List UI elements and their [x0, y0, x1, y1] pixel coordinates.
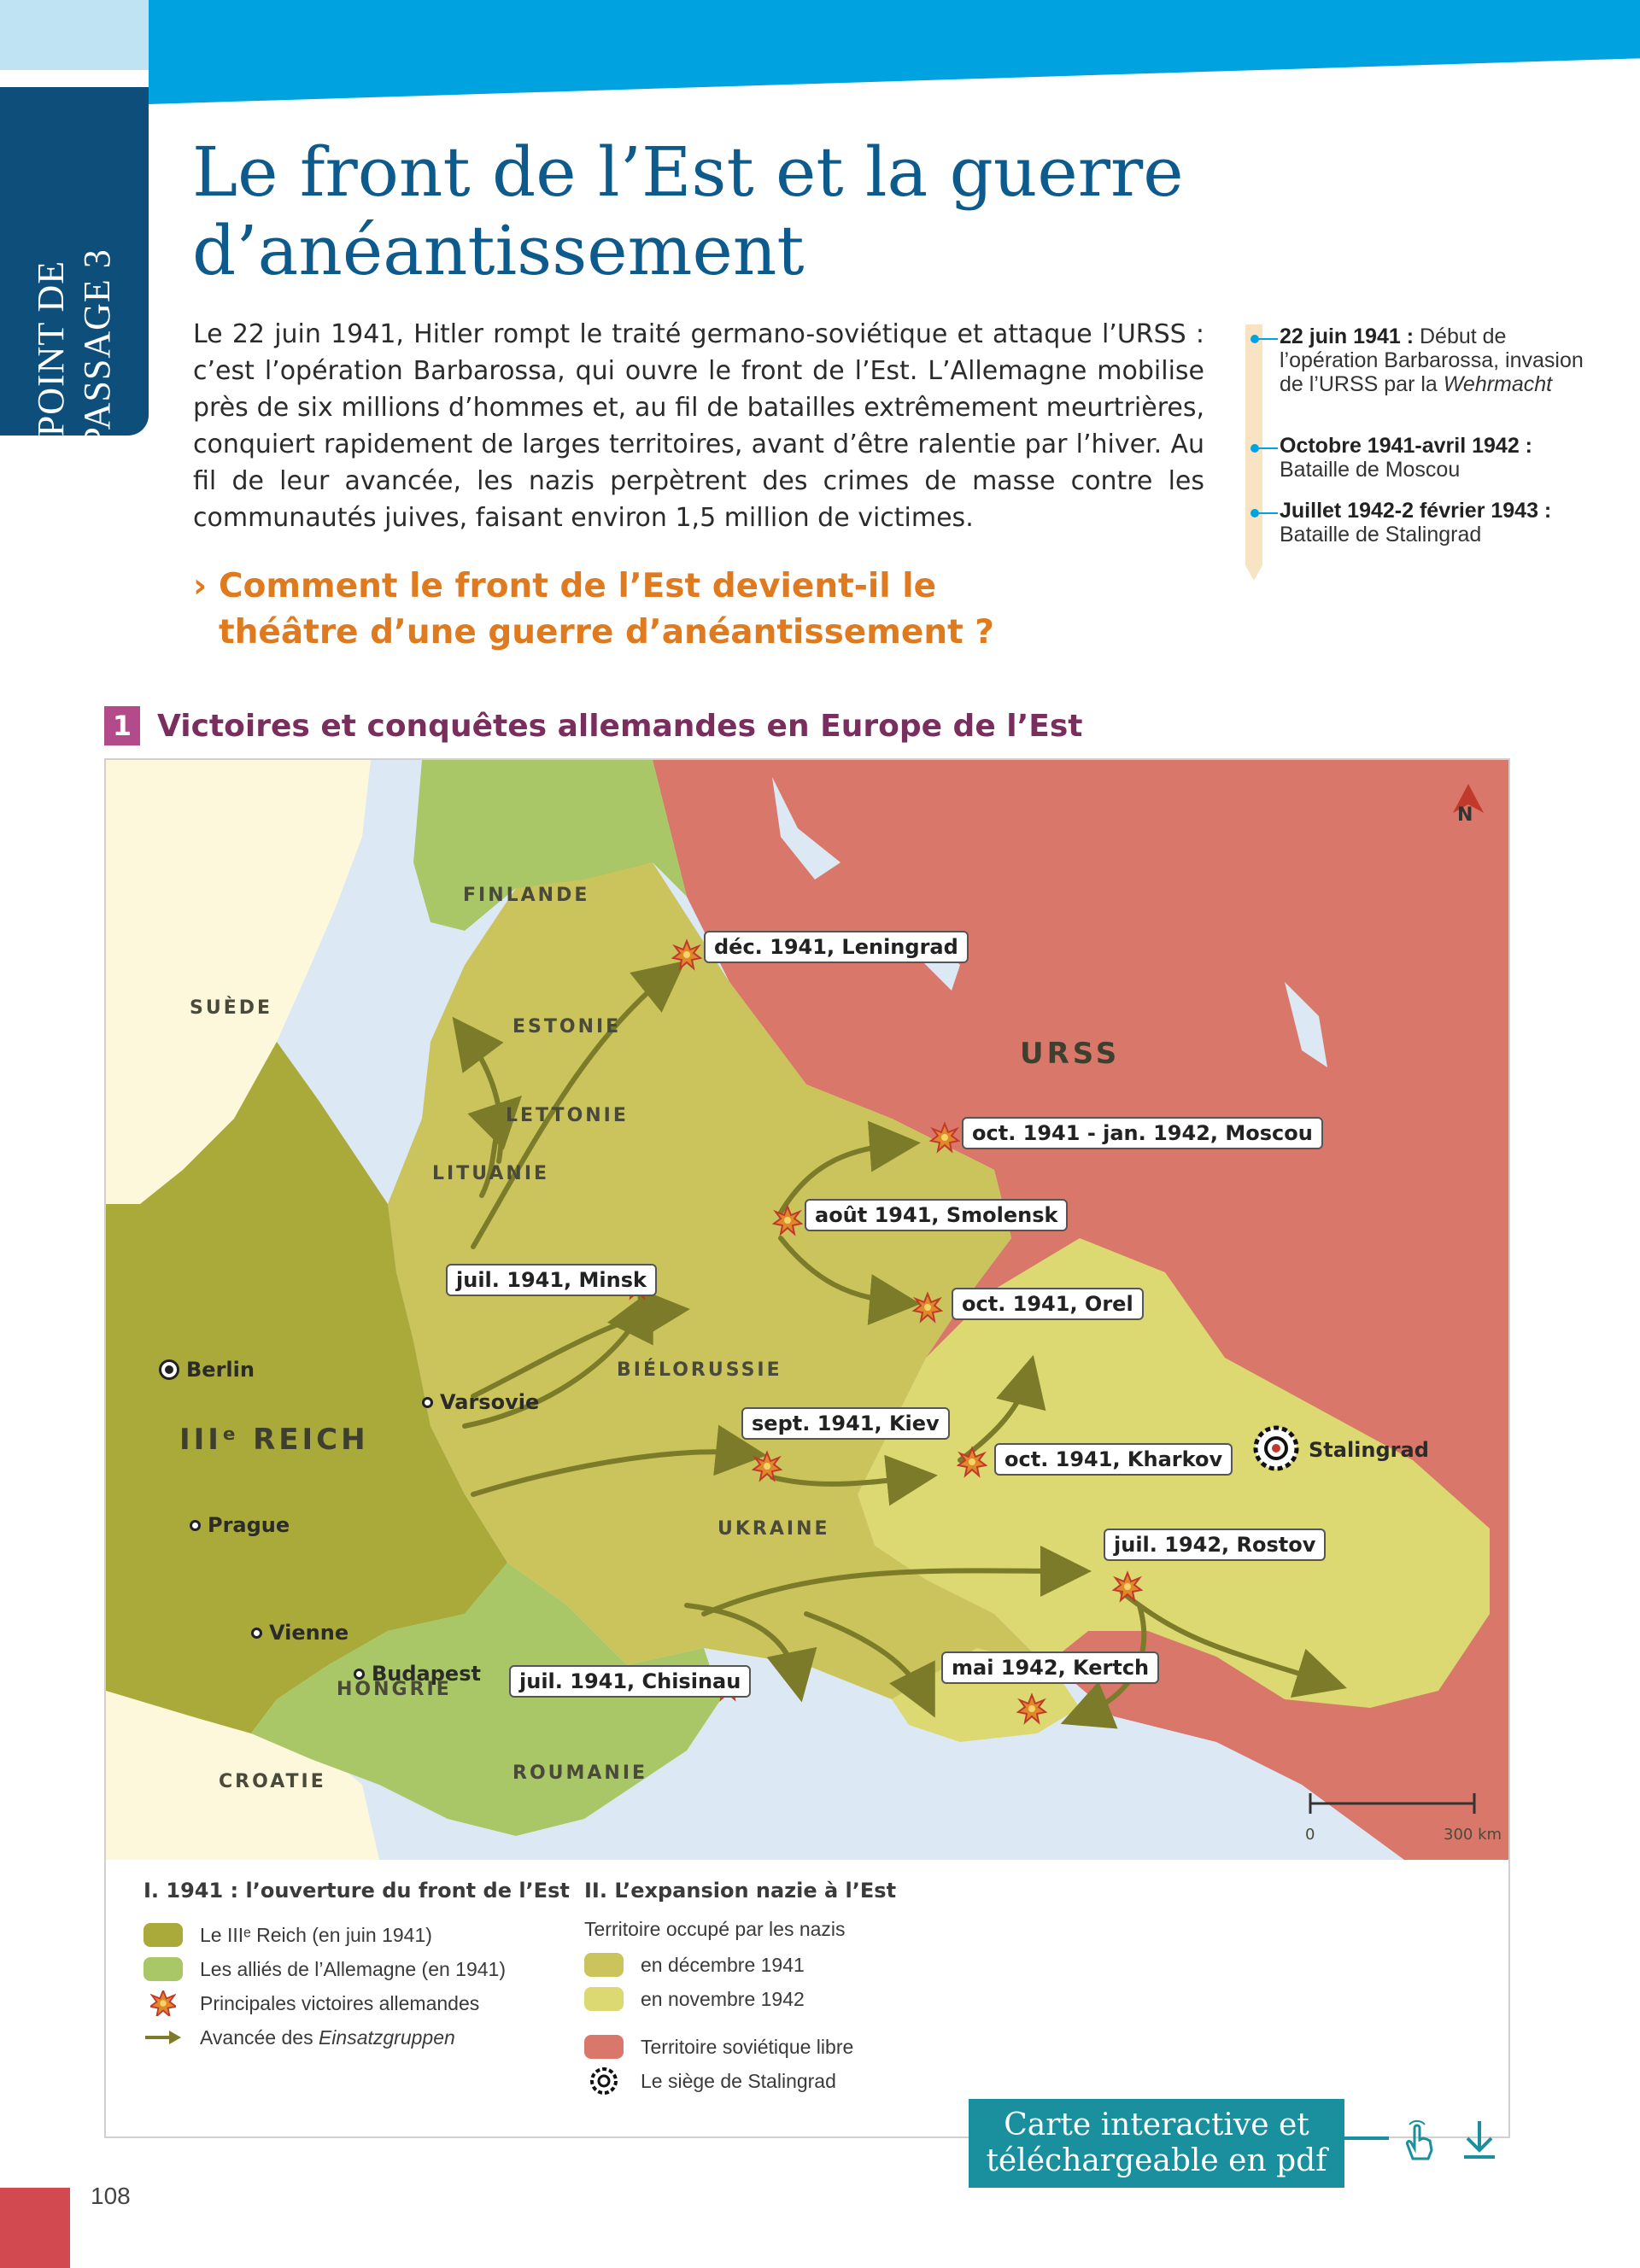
city-berlin: Berlin	[159, 1358, 255, 1382]
header-band-light	[0, 0, 149, 70]
victory-label-kiev: sept. 1941, Kiev	[741, 1407, 950, 1440]
city-dot-icon	[422, 1397, 433, 1408]
stalingrad-siege-icon	[1256, 1428, 1297, 1469]
victory-label-leningrad: déc. 1941, Leningrad	[704, 931, 969, 963]
city-dot-icon	[354, 1669, 365, 1680]
page-number: 108	[91, 2183, 131, 2209]
timeline-item: 22 juin 1941 : Début de l’opération Barbarossa, invasion de l’URSS par la Wehrmacht	[1280, 324, 1604, 396]
city-dot-icon	[251, 1628, 262, 1639]
victory-label-smolensk: août 1941, Smolensk	[805, 1199, 1068, 1231]
document-heading	[104, 705, 1083, 746]
label-lituanie: LITUANIE	[432, 1163, 550, 1184]
point-de-passage-label: POINT DE PASSAGE 3	[30, 248, 118, 448]
siege-icon	[584, 2068, 624, 2094]
victory-label-minsk: juil. 1941, Minsk	[446, 1264, 657, 1296]
swatch-allies	[144, 1957, 183, 1981]
swatch-soviet	[584, 2035, 624, 2059]
document-number: 1	[104, 706, 140, 745]
label-hongrie: HONGRIE	[337, 1679, 452, 1700]
label-reich: IIIᵉ REICH	[179, 1423, 369, 1457]
legend-row: Territoire soviétique libre	[584, 2030, 896, 2064]
header-band	[149, 0, 1640, 104]
victory-label-rostov: juil. 1942, Rostov	[1104, 1529, 1326, 1561]
advance-arrow-icon	[144, 2025, 183, 2050]
victory-label-chisinau: juil. 1941, Chisinau	[509, 1665, 751, 1698]
legend-row: Le IIIᵉ Reich (en juin 1941)	[144, 1918, 570, 1952]
label-suede: SUÈDE	[190, 997, 273, 1019]
legend-row: Principales victoires allemandes	[144, 1986, 570, 2020]
problem-question	[193, 564, 1047, 656]
victory-label-moscou: oct. 1941 - jan. 1942, Moscou	[962, 1117, 1323, 1149]
interactive-map-button[interactable]: Carte interactive et téléchargeable en pdf	[969, 2099, 1344, 2188]
intro-paragraph: Le 22 juin 1941, Hitler rompt le traité germano-soviétique et attaque l’URSS : c’est l’opération Barbarossa, qui ouvre le front de l’Est. L’Allemagne mobilise près de six millions d’hommes et, au fil de batailles extrêmement meurtrières, conquiert rapidement de larges territoires, avant d’être ralentie par l’hiver. Au fil de leur avancée, les nazis perpètrent des crimes de masse contre les communautés juives, faisant environ 1,5 million de victimes.	[193, 319, 1204, 533]
label-urss: URSS	[1020, 1037, 1121, 1071]
question-text: Comment le front de l’Est devient-il le théâtre d’une guerre d’anéantissement ?	[219, 567, 994, 652]
label-roumanie: ROUMANIE	[512, 1762, 648, 1784]
label-lettonie: LETTONIE	[506, 1105, 629, 1126]
timeline-item: Octobre 1941-avril 1942 : Bataille de Moscou	[1280, 434, 1604, 482]
city-budapest: Budapest	[354, 1662, 481, 1686]
legend-section-1: I. 1941 : l’ouverture du front de l’Est Le IIIᵉ Reich (en juin 1941) Les alliés de l’Allemagne (en 1941) Principales victoires allemandes Avancée des Einsatzgruppen	[144, 1879, 570, 2055]
victory-label-orel: oct. 1941, Orel	[952, 1288, 1144, 1320]
touch-hand-icon[interactable]	[1394, 2116, 1442, 2164]
legend-row: Avancée des Einsatzgruppen	[144, 2020, 570, 2055]
legend-row: en décembre 1941	[584, 1948, 896, 1982]
chevron-right-icon: ›	[193, 567, 208, 605]
compass-letter: N	[1457, 804, 1476, 826]
legend-row: Les alliés de l’Allemagne (en 1941)	[144, 1952, 570, 1986]
page-corner-tab	[0, 2188, 70, 2268]
city-vienne: Vienne	[251, 1621, 348, 1645]
label-estonie: ESTONIE	[512, 1016, 622, 1038]
label-bielorussie: BIÉLORUSSIE	[617, 1359, 782, 1381]
city-dot-icon	[190, 1520, 201, 1531]
download-icon[interactable]	[1456, 2116, 1503, 2164]
map-figure	[104, 758, 1510, 2138]
timeline-bar	[1245, 324, 1262, 581]
map-legend	[106, 1860, 1508, 2136]
document-title: Victoires et conquêtes allemandes en Europe de l’Est	[157, 708, 1083, 744]
label-finlande: FINLANDE	[463, 885, 590, 906]
map	[106, 760, 1508, 1860]
scale-end: 300 km	[1444, 1826, 1502, 1844]
point-de-passage-tab	[0, 87, 149, 448]
page-title: Le front de l’Est et la guerre d’anéantissement	[192, 132, 1184, 290]
capital-icon	[159, 1359, 179, 1380]
swatch-occupied-1941	[584, 1953, 624, 1977]
legend-row: Le siège de Stalingrad	[584, 2064, 896, 2098]
legend-row: en novembre 1942	[584, 1982, 896, 2016]
scale-zero: 0	[1305, 1826, 1315, 1844]
label-croatie: CROATIE	[219, 1771, 326, 1792]
swatch-occupied-1942	[584, 1987, 624, 2011]
timeline-item: Juillet 1942-2 février 1943 : Bataille de Stalingrad	[1280, 499, 1604, 547]
map-svg	[106, 760, 1508, 1860]
victory-label-kharkov: oct. 1941, Kharkov	[994, 1443, 1233, 1476]
victory-label-kertch: mai 1942, Kertch	[941, 1651, 1159, 1684]
city-prague: Prague	[190, 1513, 290, 1537]
city-stalingrad: Stalingrad	[1309, 1438, 1429, 1462]
label-ukraine: UKRAINE	[718, 1518, 830, 1540]
cta-connector	[1344, 2136, 1389, 2140]
legend-section-2: II. L’expansion nazie à l’Est Territoire occupé par les nazis en décembre 1941 en novembre 1942 Territoire soviétique libre Le siège de Stalingrad	[584, 1879, 896, 2098]
city-varsovie: Varsovie	[422, 1390, 539, 1414]
victory-burst-icon	[144, 1990, 183, 2016]
swatch-reich	[144, 1923, 183, 1947]
